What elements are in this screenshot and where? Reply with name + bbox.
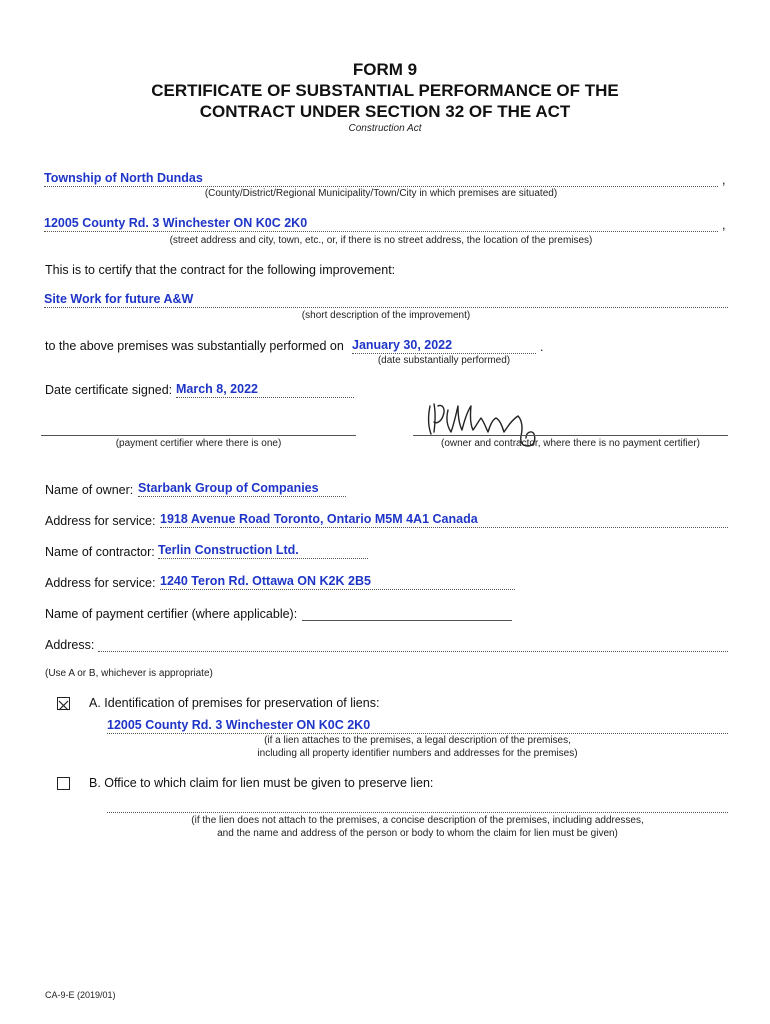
form-title-line2: CONTRACT UNDER SECTION 32 OF THE ACT — [199, 102, 571, 121]
premises-address-field[interactable]: 12005 County Rd. 3 Winchester ON K0C 2K0 — [44, 215, 718, 232]
form-code: CA-9-E (2019/01) — [45, 990, 116, 1000]
owner-name-field[interactable]: Starbank Group of Companies — [138, 480, 346, 497]
contractor-address-field[interactable]: 1240 Teron Rd. Ottawa ON K2K 2B5 — [160, 573, 515, 590]
premises-address-caption: (street address and city, town, etc., or, if there is no street address, the location of the premises) — [169, 235, 593, 246]
owner-address-field[interactable]: 1918 Avenue Road Toronto, Ontario M5M 4A1 Canada — [160, 511, 728, 528]
form-title-line1: CERTIFICATE OF SUBSTANTIAL PERFORMANCE OF THE — [151, 81, 619, 100]
date-signed-label: Date certificate signed: — [45, 383, 173, 397]
contractor-name-label: Name of contractor: — [45, 545, 155, 559]
option-a-caption-line1: (if a lien attaches to the premises, a legal description of the premises, — [264, 735, 571, 746]
option-a-field[interactable]: 12005 County Rd. 3 Winchester ON K0C 2K0 — [107, 717, 728, 734]
contractor-name-field[interactable]: Terlin Construction Ltd. — [158, 542, 368, 559]
form-number: FORM 9 — [352, 60, 418, 79]
option-b-checkbox[interactable] — [57, 777, 70, 790]
option-b-field[interactable] — [107, 796, 728, 813]
option-b-label: B. Office to which claim for lien must be given to preserve lien: — [89, 776, 434, 790]
payment-certifier-name-field[interactable] — [302, 604, 512, 621]
municipality-field[interactable]: Township of North Dundas — [44, 170, 718, 187]
option-a-caption-line2: including all property identifier numbers and addresses for the premises) — [257, 748, 578, 759]
option-a-label: A. Identification of premises for preservation of liens: — [89, 696, 380, 710]
owner-contractor-signature-line[interactable] — [413, 435, 728, 436]
owner-address-label: Address for service: — [45, 514, 156, 528]
date-signed-field[interactable]: March 8, 2022 — [176, 381, 354, 398]
improvement-field[interactable]: Site Work for future A&W — [44, 291, 728, 308]
payment-certifier-address-label: Address: — [45, 638, 95, 652]
option-a-checkbox[interactable] — [57, 697, 70, 710]
substantial-caption: (date substantially performed) — [377, 355, 511, 366]
payment-certifier-signature-line[interactable] — [41, 435, 356, 436]
payment-certifier-address-field[interactable] — [98, 635, 728, 652]
premises-address-comma: , — [722, 218, 726, 232]
improvement-caption: (short description of the improvement) — [301, 310, 471, 321]
certify-text: This is to certify that the contract for the following improvement: — [45, 263, 396, 277]
owner-name-label: Name of owner: — [45, 483, 134, 497]
substantial-period: . — [540, 340, 544, 354]
municipality-caption: (County/District/Regional Municipality/Town/City in which premises are situated) — [204, 188, 558, 199]
option-b-caption-line1: (if the lien does not attach to the premises, a concise description of the premises, including addresses, — [191, 815, 644, 826]
option-b-caption-line2: and the name and address of the person or body to whom the claim for lien must be given) — [217, 828, 618, 839]
contractor-address-label: Address for service: — [45, 576, 156, 590]
act-name: Construction Act — [348, 123, 422, 134]
owner-contractor-caption: (owner and contractor, where there is no payment certifier) — [440, 438, 700, 449]
municipality-comma: , — [722, 173, 726, 187]
payment-certifier-caption: (payment certifier where there is one) — [115, 438, 282, 449]
checkmark-x-icon — [58, 700, 69, 711]
substantial-label: to the above premises was substantially performed on — [45, 339, 344, 353]
substantial-date-field[interactable]: January 30, 2022 — [352, 337, 536, 354]
payment-certifier-name-label: Name of payment certifier (where applicable): — [45, 607, 298, 621]
use-note: (Use A or B, whichever is appropriate) — [45, 668, 213, 679]
